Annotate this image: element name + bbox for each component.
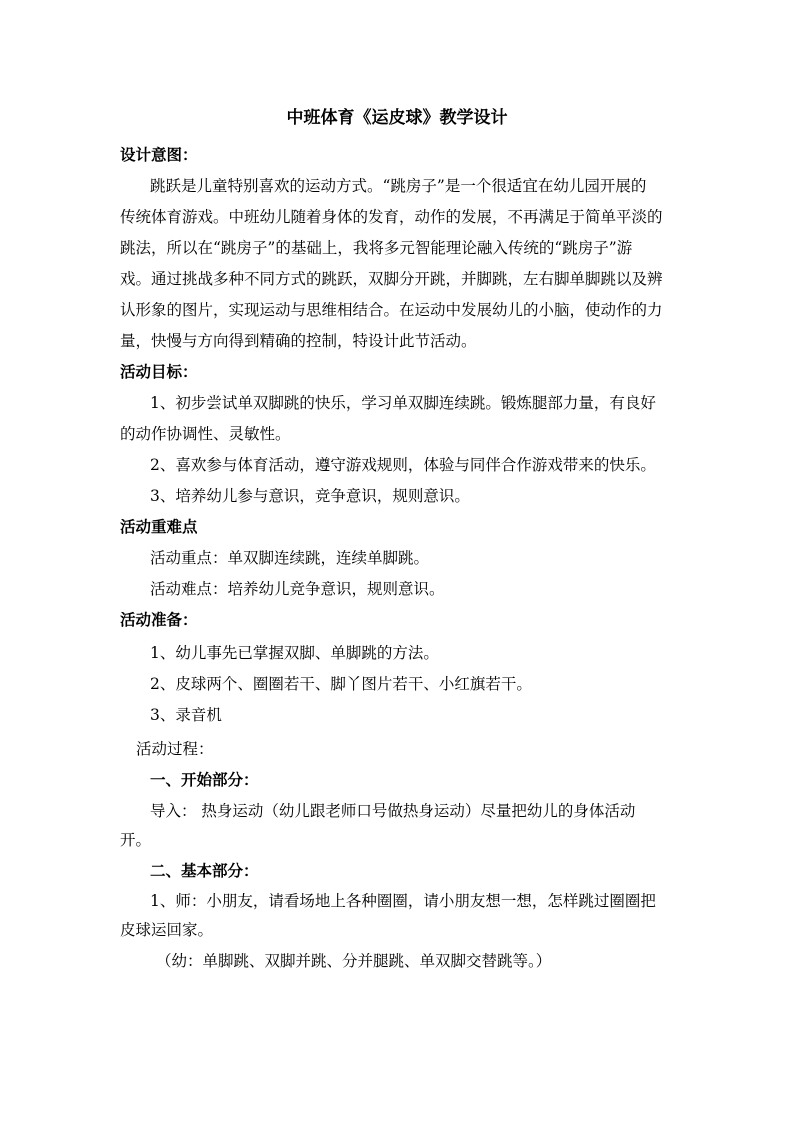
- design-intent-line: 传统体育游戏。中班幼儿随着身体的发育，动作的发展，不再满足于简单平淡的: [120, 208, 663, 226]
- part2-item-1-continued: 皮球运回家。: [120, 921, 214, 939]
- preparation-item-2: 2、皮球两个、圈圈若干、脚丫图片若干、小红旗若干。: [150, 675, 532, 693]
- goal-item-3: 3、培养幼儿参与意识，竞争意识，规则意识。: [150, 487, 470, 505]
- key-point: 活动重点：单双脚连续跳，连续单脚跳。: [150, 549, 430, 567]
- part1-heading: 一、开始部分：: [150, 770, 259, 789]
- design-intent-line: 跳法，所以在“跳房子”的基础上，我将多元智能理论融入传统的“跳房子”游: [120, 239, 633, 257]
- design-intent-line: 戏。通过挑战多种不同方式的跳跃，双脚分开跳，并脚跳，左右脚单脚跳以及辨: [120, 270, 663, 288]
- part1-intro: 导入： 热身运动（幼儿跟老师口号做热身运动）尽量把幼儿的身体活动: [150, 802, 636, 820]
- document-title: 中班体育《运皮球》教学设计: [286, 108, 508, 128]
- preparation-item-3: 3、录音机: [150, 706, 222, 724]
- goal-item-1: 1、初步尝试单双脚跳的快乐，学习单双脚连续跳。锻炼腿部力量，有良好: [150, 394, 656, 412]
- design-intent-heading: 设计意图：: [120, 145, 198, 164]
- design-intent-line: 认形象的图片，实现运动与思维相结合。在运动中发展幼儿的小脑，使动作的力: [120, 301, 663, 319]
- part2-item-1: 1、师：小朋友，请看场地上各种圈圈，请小朋友想一想，怎样跳过圈圈把: [150, 892, 656, 910]
- part2-item-1-answer: （幼：单脚跳、双脚并跳、分并腿跳、单双脚交替跳等。）: [156, 952, 552, 970]
- preparation-heading: 活动准备：: [120, 610, 198, 629]
- preparation-item-1: 1、幼儿事先已掌握双脚、单脚跳的方法。: [150, 644, 439, 662]
- process-heading: 活动过程：: [136, 740, 214, 758]
- goal-item-1-continued: 的动作协调性、灵敏性。: [120, 425, 291, 443]
- goal-item-2: 2、喜欢参与体育活动，遵守游戏规则，体验与同伴合作游戏带来的快乐。: [150, 456, 656, 474]
- key-points-heading: 活动重难点: [120, 517, 198, 536]
- design-intent-line: 量，快慢与方向得到精确的控制，特设计此节活动。: [120, 332, 477, 350]
- part2-heading: 二、基本部分：: [150, 861, 259, 880]
- design-intent-line: 跳跃是儿童特别喜欢的运动方式。“跳房子”是一个很适宜在幼儿园开展的: [150, 177, 647, 195]
- part1-intro-continued: 开。: [120, 831, 152, 849]
- difficult-point: 活动难点：培养幼儿竞争意识，规则意识。: [150, 580, 445, 598]
- goals-heading: 活动目标：: [120, 362, 198, 381]
